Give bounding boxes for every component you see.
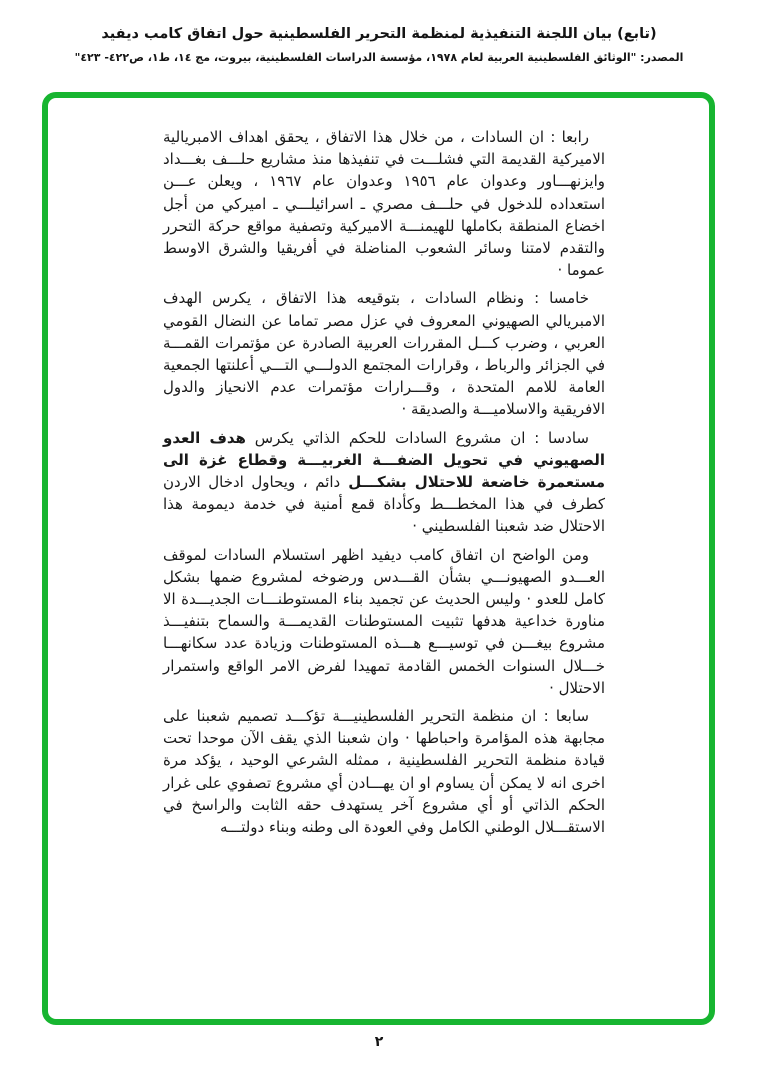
document-source-line: المصدر: "الوثائق الفلسطينية العربية لعام ١٩٧٨، مؤسسة الدراسات الفلسطينية، بيروت، مج ١٤، ط١، ص٤٢٢- ٤٢٣" xyxy=(74,51,684,64)
paragraph-fifth: خامسا : ونظام السادات ، بتوقيعه هذا الاتفاق ، يكرس الهدف الامبريالي الصهيوني المعروف في عزل مصر تماما عن النضال القومي العربي ، وضرب كـــل المقررات العربية الصادرة عن مؤتمرات القمـــة في الجزائر والرباط ، وقرارات المجتمع الدولـــي التـــي أعلنتها الجمعية العامة للامم المتحدة ، وقـــرارات مؤتمرات عدم الانحياز والدول الافريقية والاسلاميـــة والصديقة · xyxy=(163,289,605,419)
paragraph-fourth: رابعا : ان السادات ، من خلال هذا الاتفاق ، يحقق اهداف الامبريالية الاميركية القديمة التي فشلـــت في تنفيذها منذ مشاريع حلـــف بغـــداد وايزنهـــاور وعدوان عام ١٩٥٦ وعدوان عام ١٩٦٧ ، ويعلن عـــن استعداده للدخول في حلـــف مصري ـ اسرائيلـــي ـ اميركي من أجل اخضاع المنطقة بكاملها للهيمنـــة الاميركية وتصفية مواقع حركة التحرر والتقدم لامتنا وسائر الشعوب المناضلة في أفريقيا والشرق الاوسط عموما · xyxy=(163,128,605,280)
page-number: ٢ xyxy=(374,1034,384,1050)
paragraph-seventh: سابعا : ان منظمة التحرير الفلسطينيـــة تؤكـــد تصميم شعبنا على مجابهة هذه المؤامرة واحباطها · وان شعبنا الذي يقف الآن موحدا تحت قيادة منظمة التحرير الفلسطينية ، ممثله الشرعي الوحيد ، يؤكد مرة اخرى انه لا يمكن أن يساوم او ان يهـــادن أي مشروع تصفوي على غرار الحكم الذاتي أو أي مشروع آخر يستهدف حقه الثابت والراسخ في الاستقـــلال الوطني الكامل وفي العودة الى وطنه وبناء دولتـــه xyxy=(163,707,605,837)
paragraph-camp-david-clear: ومن الواضح ان اتفاق كامب ديفيد اظهر استسلام السادات لموقف العـــدو الصهيونـــي بشأن القـــدس ورضوخه لمشروع ضمها بشكل كامل للعدو · وليس الحديث عن تجميد بناء المستوطنـــات الجديـــدة الا مناورة خداعية هدفها تثبيت المستوطنات القديمـــة والسماح بتنفيـــذ مشروع بيغـــن في توسيـــع هـــذه المستوطنات وزيادة عدد سكانهـــا خـــلال السنوات الخمس القادمة تمهيدا لفرض الامر الواقع واستمرار الاحتلال · xyxy=(163,545,605,697)
paragraph-sixth-rest: دائم ، ويحاول ادخال الاردن كطرف في هذا المخطـــط وكأداة قمع أمنية في خدمة ديمومة هذا الاحتلال ضد شعبنا الفلسطيني · xyxy=(163,473,605,536)
paragraph-sixth-lead: سادسا : ان مشروع السادات للحكم الذاتي يكرس xyxy=(245,428,589,447)
paragraph-sixth-bold-segment: هدف العدو الصهيوني في تحويل الضفـــة الغربيـــة وقطاع غزة الى مستعمرة خاضعة للاحتلال بشكـــل xyxy=(163,428,605,492)
paragraph-sixth xyxy=(163,427,605,538)
document-title: (تابع) بيان اللجنة التنفيذية لمنظمة التحرير الفلسطينية حول اتفاق كامب ديفيد xyxy=(101,26,657,42)
document-header xyxy=(0,26,758,64)
green-highlight-frame xyxy=(42,92,715,1025)
body-text-column xyxy=(163,126,605,844)
